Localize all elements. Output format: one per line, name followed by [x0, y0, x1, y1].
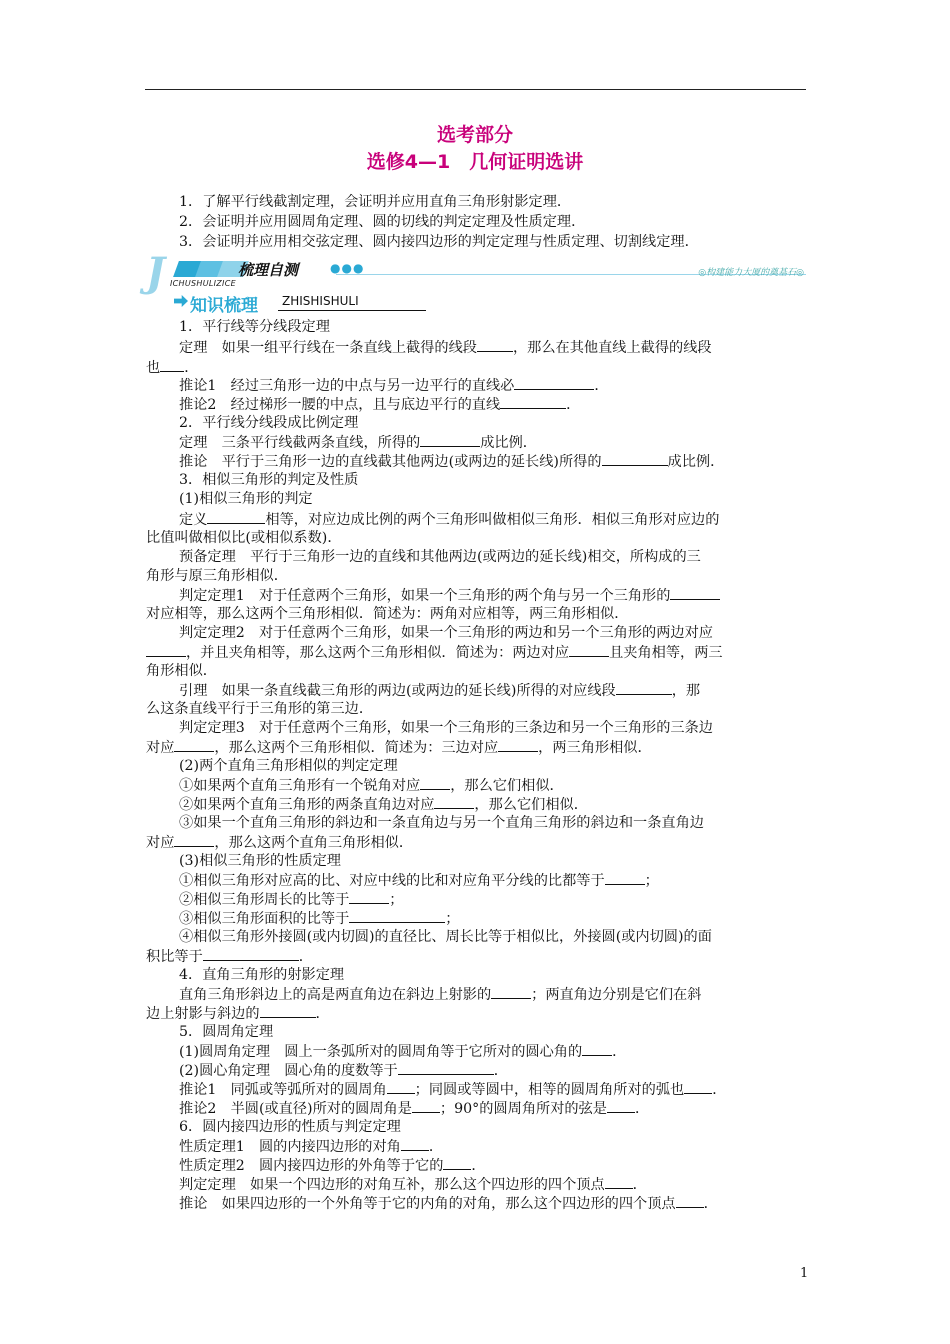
answer-blank — [207, 510, 265, 524]
line-text: ，那么这两个三角形相似．简述为：三边对应 — [214, 740, 499, 756]
line-text: 推论 平行于三角形一边的直线截其他两边(或两边的延长线)所得的 — [179, 454, 602, 470]
arrow-icon — [174, 295, 188, 307]
content-line — [179, 928, 712, 946]
line-text: ． — [298, 949, 313, 965]
answer-blank — [569, 643, 609, 657]
answer-blank — [146, 643, 186, 657]
line-text: ，并且夹角相等，那么这两个三角形相似．简述为：两边对应 — [186, 645, 570, 661]
line-text: (1)圆周角定理 圆上一条弧所对的圆周角等于它所对的圆心角的 — [179, 1044, 583, 1060]
line-text: ，两三角形相似． — [538, 740, 652, 756]
line-text: 角形相似． — [146, 663, 217, 679]
content-line — [179, 1099, 649, 1118]
answer-blank — [605, 871, 645, 885]
content-line — [179, 1194, 718, 1213]
line-text: 对应相等，那么这两个三角形相似．简述为：两角对应相等，两三角形相似． — [146, 606, 629, 622]
answer-blank — [401, 1137, 429, 1151]
answer-blank — [260, 1004, 316, 1018]
answer-blank — [491, 985, 531, 999]
answer-blank — [349, 909, 445, 923]
line-text: 推论2 经过梯形一腰的中点，且与底边平行的直线 — [179, 397, 501, 413]
content-line — [179, 1080, 726, 1099]
line-text: 直角三角形斜边上的高是两直角边在斜边上射影的 — [179, 987, 492, 1003]
line-text: (2)圆心角定理 圆心角的度数等于 — [179, 1063, 398, 1079]
content-line — [179, 1156, 486, 1175]
knowledge-tag-underline — [278, 310, 426, 311]
line-text: 积比等于 — [146, 949, 203, 965]
line-text: 推论 如果四边形的一个外角等于它的内角的对角，那么这个四边形的四个顶点 — [179, 1196, 676, 1212]
content-line — [146, 700, 373, 718]
answer-blank — [605, 1175, 633, 1189]
content-line — [179, 414, 358, 432]
page-title: 选考部分 — [436, 124, 513, 146]
banner-title: 梳理自测 — [238, 261, 299, 279]
content-line — [179, 433, 537, 452]
line-text: ． — [428, 1139, 444, 1155]
content-line — [179, 1061, 508, 1080]
answer-blank — [684, 1080, 712, 1094]
content-line — [146, 738, 652, 757]
content-line — [179, 1042, 626, 1061]
answer-blank — [349, 890, 389, 904]
content-line — [179, 719, 713, 737]
content-line — [179, 1137, 443, 1156]
line-text: 定理 如果一组平行线在一条直线上截得的线段 — [179, 340, 477, 356]
line-text: 3．相似三角形的判定及性质 — [179, 472, 359, 488]
page-number: 1 — [800, 1266, 809, 1281]
content-line — [179, 548, 701, 566]
content-line — [146, 947, 313, 966]
line-text: 对应 — [146, 835, 175, 851]
answer-blank — [477, 338, 513, 352]
content-line — [179, 338, 712, 357]
content-line — [179, 681, 700, 700]
content-line — [179, 814, 704, 832]
answer-blank — [420, 433, 480, 447]
line-text: ； — [644, 873, 659, 889]
line-text: ． — [712, 1082, 727, 1098]
line-text: ，那么在其他直线上截得的线段 — [512, 340, 712, 356]
line-text: 4．直角三角形的射影定理 — [179, 967, 345, 983]
answer-blank — [203, 947, 299, 961]
line-text: ；同圆或等圆中，相等的圆周角所对的弧也 — [414, 1082, 685, 1098]
content-line — [146, 605, 628, 623]
line-text: 定理 三条平行线截两条直线，所得的 — [179, 435, 421, 451]
line-text: 预备定理 平行于三角形一边的直线和其他两边(或两边的延长线)相交，所构成的三 — [179, 549, 701, 565]
line-text: 相等，对应边成比例的两个三角形叫做相似三角形．相似三角形对应边的 — [265, 512, 720, 528]
line-text: (3)相似三角形的性质定理 — [179, 853, 341, 869]
line-text: ． — [493, 1063, 508, 1079]
line-text: (1)相似三角形的判定 — [179, 491, 313, 507]
banner-letter: J — [146, 249, 165, 296]
line-text: 性质定理1 圆的内接四边形的对角 — [179, 1139, 401, 1155]
objective-1: 1．了解平行线截割定理，会证明并应用直角三角形射影定理． — [179, 194, 572, 210]
answer-blank — [434, 795, 474, 809]
content-line — [179, 452, 724, 471]
line-text: ④相似三角形外接圆(或内切圆)的直径比、周长比等于相似比，外接圆(或内切圆)的面 — [179, 929, 712, 945]
objective-2: 2．会证明并应用圆周角定理、圆的切线的判定定理及性质定理． — [179, 214, 586, 230]
line-text: 引理 如果一条直线截三角形的两边(或两边的延长线)所得的对应线段 — [179, 683, 616, 699]
line-text: ． — [566, 397, 581, 413]
content-line — [179, 757, 398, 775]
line-text: 成比例． — [480, 435, 537, 451]
line-text: (2)两个直角三角形相似的判定定理 — [179, 758, 398, 774]
knowledge-tag-label: 知识梳理 — [190, 296, 258, 316]
content-line — [146, 529, 342, 547]
header-rule — [145, 89, 806, 90]
content-line — [179, 966, 344, 984]
line-text: ． — [634, 1101, 650, 1117]
line-text: ①如果两个直角三角形有一个锐角对应 — [179, 778, 421, 794]
content-line — [179, 1175, 647, 1194]
answer-blank — [443, 1156, 471, 1170]
line-text: 么这条直线平行于三角形的第三边． — [146, 701, 374, 717]
line-text: 成比例． — [667, 454, 725, 470]
line-text: ，那 — [671, 683, 701, 699]
content-line — [146, 567, 288, 585]
content-line — [179, 510, 719, 529]
content-line — [179, 1023, 273, 1041]
answer-blank — [514, 376, 594, 390]
line-text: 6．圆内接四边形的性质与判定定理 — [179, 1119, 401, 1135]
line-text: ． — [703, 1196, 718, 1212]
content-line — [179, 795, 588, 814]
line-text: ． — [612, 1044, 627, 1060]
line-text: ②如果两个直角三角形的两条直角边对应 — [179, 797, 435, 813]
answer-blank — [398, 1061, 494, 1075]
line-text: ． — [594, 378, 609, 394]
content-line — [179, 376, 609, 395]
objective-3: 3．会证明并应用相交弦定理、圆内接四边形的判定定理与性质定理、切割线定理． — [179, 234, 699, 250]
content-line — [179, 776, 564, 795]
answer-blank — [602, 452, 668, 466]
content-line — [146, 1004, 330, 1023]
line-text: 性质定理2 圆内接四边形的外角等于它的 — [179, 1158, 444, 1174]
answer-blank — [174, 833, 214, 847]
line-text: 推论1 同弧或等弧所对的圆周角 — [179, 1082, 387, 1098]
line-text: ①相似三角形对应高的比、对应中线的比和对应角平分线的比都等于 — [179, 873, 605, 889]
content-line — [179, 1118, 401, 1136]
content-line — [179, 586, 720, 605]
answer-blank — [412, 1099, 440, 1113]
banner-dots: ●●● — [330, 261, 365, 275]
answer-blank — [420, 776, 450, 790]
answer-blank — [500, 395, 566, 409]
line-text: 判定定理2 对于任意两个三角形，如果一个三角形的两边和另一个三角形的两边对应 — [179, 625, 713, 641]
content-line — [179, 490, 313, 508]
line-text: ． — [184, 360, 199, 376]
line-text: 且夹角相等，两三 — [609, 645, 723, 661]
answer-blank — [160, 358, 184, 372]
answer-blank — [582, 1042, 612, 1056]
content-line — [146, 358, 198, 377]
line-text: ③如果一个直角三角形的斜边和一条直角边与另一个直角三角形的斜边和一条直角边 — [179, 815, 704, 831]
content-line — [179, 871, 659, 890]
content-line — [146, 643, 723, 662]
line-text: ． — [315, 1006, 330, 1022]
line-text: 1．平行线等分线段定理 — [179, 319, 330, 335]
line-text: ，那么它们相似． — [450, 778, 564, 794]
line-text: ； — [389, 892, 404, 908]
line-text: ；90°的圆周角所对的弦是 — [439, 1101, 607, 1117]
section-banner — [146, 249, 808, 296]
content-line — [179, 985, 701, 1004]
content-line — [179, 890, 403, 909]
content-line — [146, 833, 413, 852]
content-line — [179, 471, 358, 489]
line-text: ； — [445, 911, 460, 927]
line-text: ；两直角边分别是它们在斜 — [531, 987, 702, 1003]
line-text: 2．平行线分线段成比例定理 — [179, 415, 359, 431]
line-text: 对应 — [146, 740, 175, 756]
banner-slogan: ◎构建能力大厦的奠基石◎ — [698, 268, 804, 278]
line-text: 也 — [146, 360, 161, 376]
answer-blank — [498, 738, 538, 752]
line-text: ，那么这两个直角三角形相似． — [214, 835, 414, 851]
content-line — [179, 318, 330, 336]
line-text: 定义 — [179, 512, 208, 528]
content-line — [179, 395, 580, 414]
line-text: 推论2 半圆(或直径)所对的圆周角是 — [179, 1101, 412, 1117]
content-line — [179, 909, 459, 928]
content-line — [146, 662, 217, 680]
answer-blank — [174, 738, 214, 752]
banner-pinyin: ICHUSHULIZICE — [170, 279, 236, 288]
answer-blank — [616, 681, 672, 695]
line-text: ③相似三角形面积的比等于 — [179, 911, 350, 927]
line-text: 判定定理1 对于任意两个三角形，如果一个三角形的两个角与另一个三角形的 — [179, 588, 671, 604]
line-text: ②相似三角形周长的比等于 — [179, 892, 350, 908]
answer-blank — [670, 586, 720, 600]
line-text: 角形与原三角形相似． — [146, 568, 288, 584]
content-line — [179, 624, 713, 642]
line-text: ． — [471, 1158, 486, 1174]
knowledge-tag-pinyin: ZHISHISHULI — [282, 294, 359, 308]
line-text: 推论1 经过三角形一边的中点与另一边平行的直线必 — [179, 378, 515, 394]
answer-blank — [387, 1080, 415, 1094]
line-text: 判定定理3 对于任意两个三角形，如果一个三角形的三条边和另一个三角形的三条边 — [179, 720, 713, 736]
line-text: 5．圆周角定理 — [179, 1024, 274, 1040]
line-text: ． — [632, 1177, 647, 1193]
answer-blank — [607, 1099, 635, 1113]
page-subtitle: 选修4—1 几何证明选讲 — [366, 151, 584, 173]
line-text: 判定定理 如果一个四边形的对角互补，那么这个四边形的四个顶点 — [179, 1177, 605, 1193]
content-line — [179, 852, 341, 870]
line-text: ，那么它们相似． — [474, 797, 588, 813]
line-text: 边上射影与斜边的 — [146, 1006, 260, 1022]
line-text: 比值叫做相似比(或相似系数)． — [146, 530, 342, 546]
answer-blank — [676, 1194, 704, 1208]
